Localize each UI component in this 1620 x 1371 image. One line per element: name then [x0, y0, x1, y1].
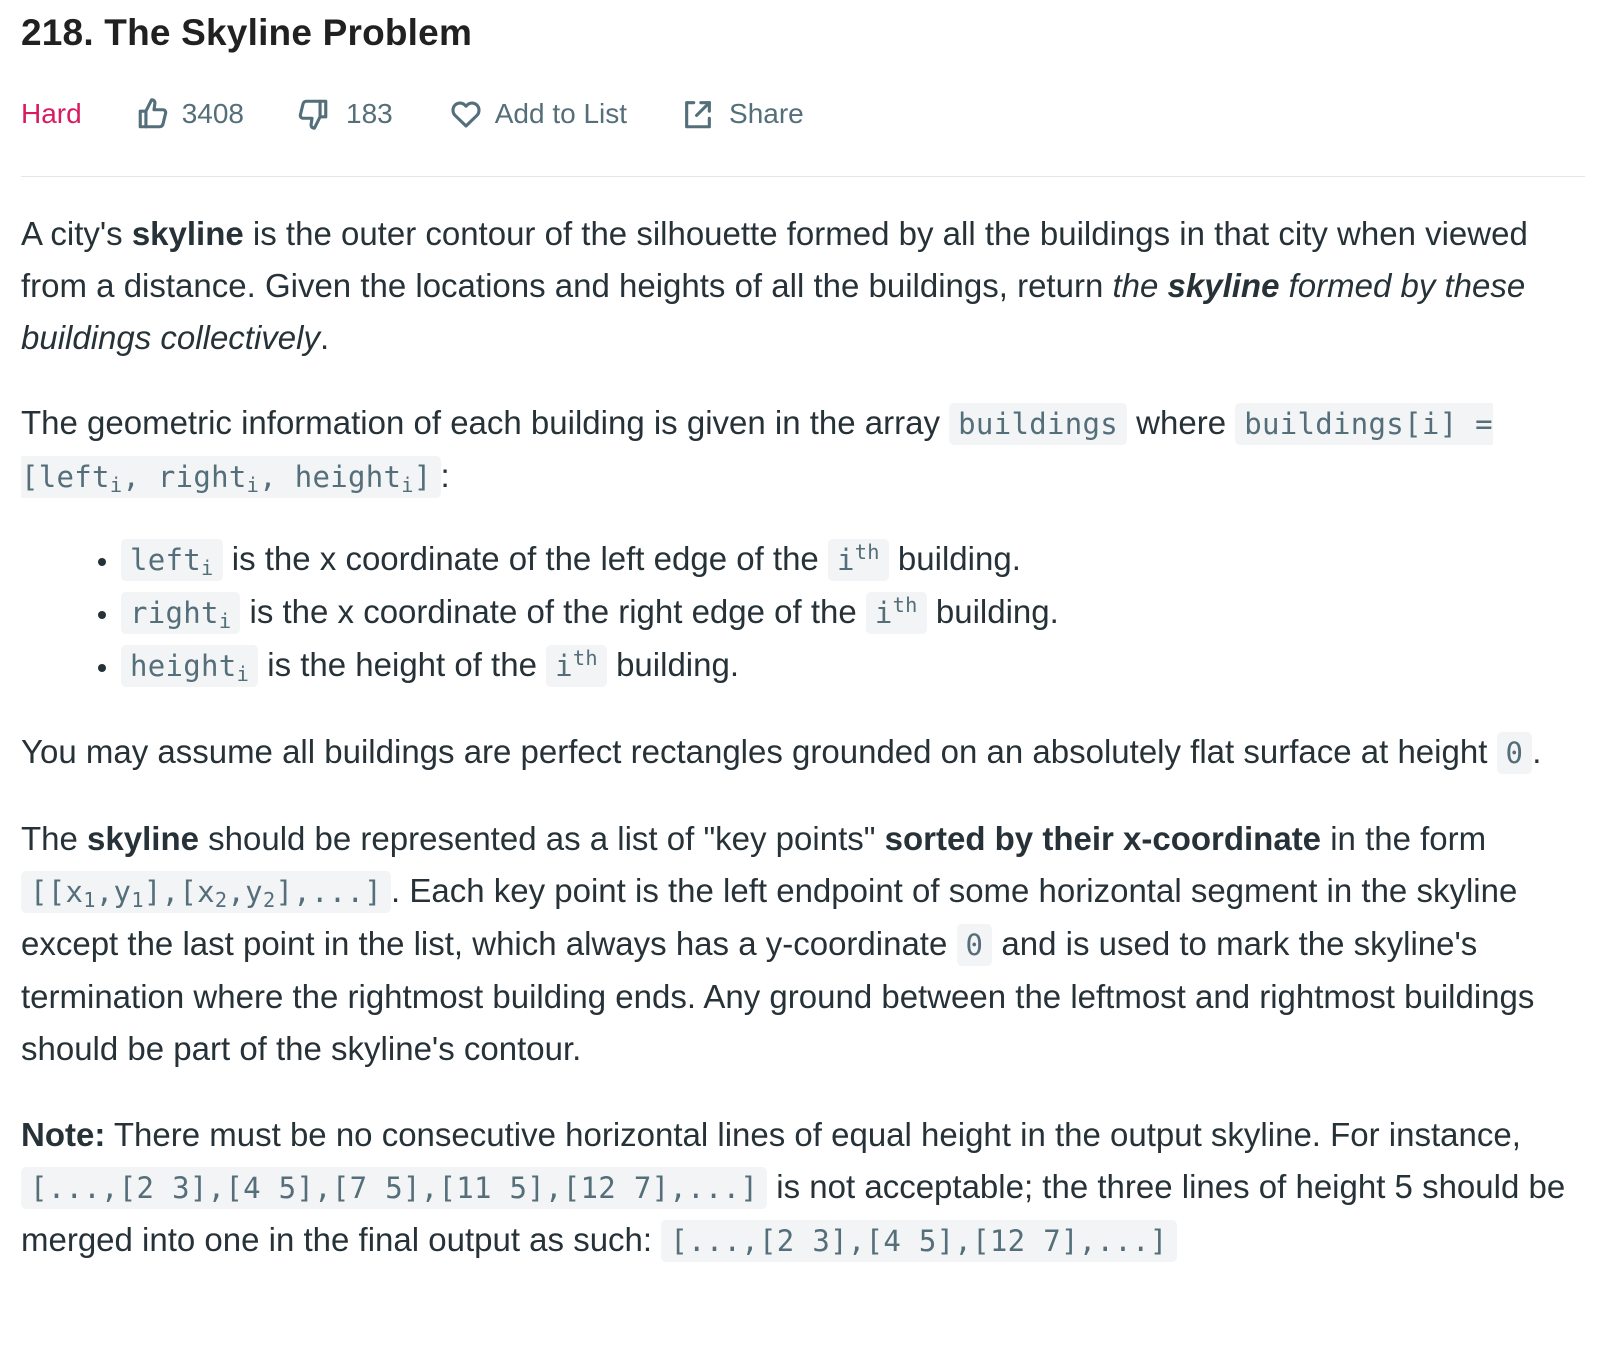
share-icon	[681, 97, 715, 131]
inline-code	[546, 645, 607, 687]
inline-code: [...,[2 3],[4 5],[12 7],...]	[661, 1220, 1176, 1262]
code-text: ]	[413, 460, 432, 494]
code-text: [[x	[30, 875, 84, 909]
bold-text: skyline	[131, 215, 244, 252]
text: is the x coordinate of the left edge of the	[222, 540, 828, 577]
dislike-count: 183	[346, 98, 393, 129]
like-count: 3408	[181, 98, 244, 129]
problem-description	[21, 206, 1589, 1267]
text: is the height of the	[258, 646, 547, 683]
description-paragraph-2	[21, 397, 1589, 503]
text: should be represented as a list of "key points"	[198, 820, 885, 857]
description-paragraph-4	[21, 813, 1589, 1075]
text: building.	[606, 646, 740, 683]
definition-list	[21, 533, 1589, 692]
superscript: th	[892, 592, 918, 617]
code-text: i	[555, 649, 573, 683]
share-label: Share	[729, 98, 804, 129]
text: . Each key point is the left endpoint of some horizontal segment in the skyline except the last point in the list, which always has a y-coordinate	[21, 872, 1518, 962]
subscript: i	[246, 473, 260, 498]
code-text: , right	[122, 460, 247, 494]
inline-code	[121, 539, 223, 581]
thumbs-up-icon	[136, 97, 170, 131]
inline-code: [...,[2 3],[4 5],[7 5],[11 5],[12 7],...]	[21, 1167, 767, 1209]
subscript: 2	[214, 888, 228, 913]
text: The geometric information of each building is given in the array	[21, 404, 950, 441]
inline-code	[121, 592, 240, 634]
code-text: height	[130, 649, 237, 683]
inline-code	[121, 645, 258, 687]
subscript: i	[236, 662, 250, 687]
subscript: 1	[83, 888, 96, 913]
text: A city's	[21, 215, 132, 252]
text: There must be no consecutive horizontal lines of equal height in the output skyline. For instance,	[105, 1116, 1521, 1153]
share-button[interactable]	[681, 97, 804, 131]
code-text: , height	[259, 460, 402, 494]
text: The	[21, 820, 88, 857]
list-item	[121, 533, 1589, 586]
difficulty-badge: Hard	[21, 98, 82, 129]
like-button[interactable]	[136, 97, 244, 131]
list-item	[121, 586, 1589, 639]
code-text: left	[130, 543, 202, 577]
add-to-list-label: Add to List	[494, 98, 628, 129]
code-text: i	[874, 596, 893, 630]
note-label: Note:	[21, 1116, 106, 1153]
code-text: ,y	[227, 875, 263, 909]
thumbs-down-icon	[296, 97, 330, 131]
inline-code	[828, 539, 889, 581]
text: the	[1112, 267, 1168, 304]
code-text: i	[836, 543, 855, 577]
text: building.	[888, 540, 1021, 577]
bold-text: sorted by their x-coordinate	[884, 820, 1322, 857]
superscript: th	[854, 539, 880, 564]
text: and is used to mark the skyline's termination where the rightmost building ends. Any ground between the leftmost and rightmost buildings should be part of the skyline's contour.	[21, 925, 1535, 1067]
subscript: i	[218, 609, 232, 634]
bold-text: skyline	[1167, 267, 1280, 304]
list-item	[121, 639, 1589, 692]
inline-code	[21, 871, 391, 913]
inline-code: 0	[957, 924, 993, 966]
subscript: i	[201, 556, 214, 581]
code-text: ,y	[95, 875, 132, 909]
text: is not acceptable; the three lines of height 5 should be merged into one in the final output as such:	[21, 1168, 1566, 1258]
text: is the x coordinate of the right edge of the	[240, 593, 866, 630]
problem-meta-bar	[21, 94, 804, 134]
problem-title: 218. The Skyline Problem	[21, 12, 473, 53]
text: .	[319, 319, 330, 356]
text: is the outer contour of the silhouette formed by all the buildings in that city when viewed from a distance. Given the locations and heights of all the buildings, return	[21, 215, 1528, 304]
description-paragraph-1	[21, 208, 1589, 364]
inline-code: 0	[1497, 732, 1533, 774]
text: where	[1127, 404, 1236, 441]
subscript: 1	[131, 888, 144, 913]
code-text: ],[x	[143, 875, 215, 909]
inline-code	[866, 592, 927, 634]
text: .	[1532, 733, 1542, 770]
text: :	[440, 457, 450, 494]
dislike-button[interactable]	[296, 97, 393, 131]
subscript: 2	[262, 888, 276, 913]
text: building.	[926, 593, 1059, 630]
add-to-list-button[interactable]	[449, 97, 627, 131]
text: You may assume all buildings are perfect rectangles grounded on an absolutely flat surface at height	[21, 733, 1497, 770]
header-divider	[21, 176, 1585, 177]
note-paragraph	[21, 1109, 1589, 1267]
description-paragraph-3	[21, 726, 1589, 779]
code-text: ],...]	[275, 875, 383, 909]
superscript: th	[572, 645, 598, 670]
bold-text: skyline	[87, 820, 199, 857]
subscript: i	[401, 473, 414, 498]
text: formed by these buildings collectively	[21, 267, 1526, 356]
inline-code: buildings	[949, 403, 1127, 445]
code-text: right	[130, 596, 219, 630]
subscript: i	[109, 473, 123, 498]
text: in the form	[1321, 820, 1487, 857]
code-text: buildings[i] = [left	[21, 407, 1493, 494]
heart-icon	[449, 97, 483, 131]
